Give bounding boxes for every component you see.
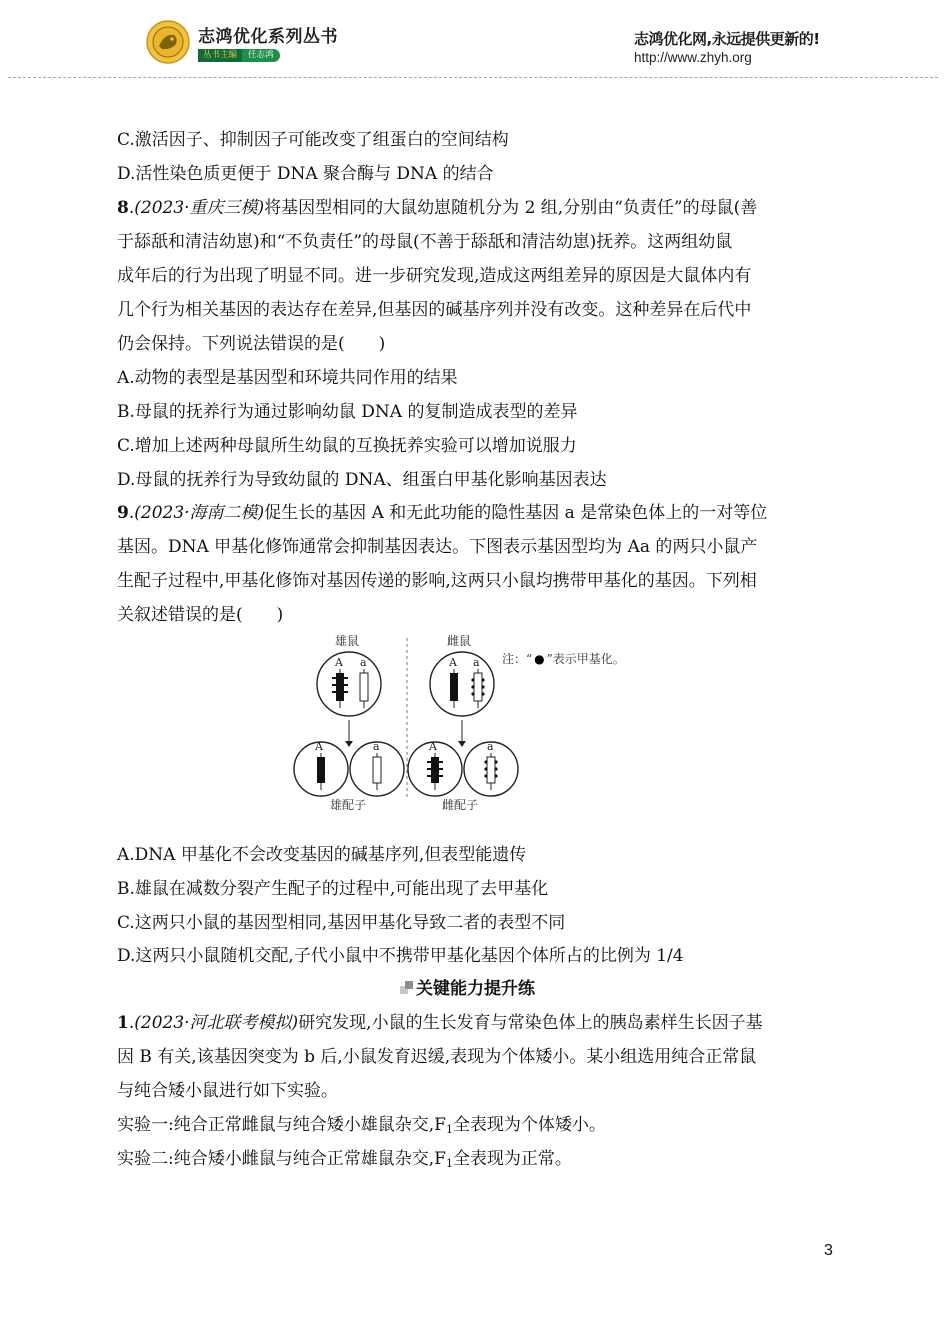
section-marker-icon <box>400 981 414 995</box>
chief-editor-badge <box>198 49 280 62</box>
svg-text:A: A <box>315 740 323 753</box>
svg-text:a: a <box>473 656 480 669</box>
male-mouse-label: 雄鼠 <box>335 634 360 648</box>
q9-option-b: B.雄鼠在减数分裂产生配子的过程中,可能出现了去甲基化 <box>117 879 549 899</box>
svg-text:A: A <box>429 740 437 753</box>
male-gametes-label: 雄配子 <box>330 798 367 812</box>
q8-stem-line: 于舔舐和清洁幼崽)和“不负责任”的母鼠(不善于舔舐和清洁幼崽)抚养。这两组幼鼠 <box>117 232 733 252</box>
female-mouse-label: 雌鼠 <box>447 634 472 648</box>
male-gamete-a <box>350 740 404 796</box>
publisher-slogan: 志鸿优化网,永远提供更新的! <box>634 30 820 48</box>
p1-stem-line: 因 B 有关,该基因突变为 b 后,小鼠发育迟缓,表现为个体矮小。某小组选用纯合正常鼠 <box>117 1047 757 1067</box>
publisher-seal-icon <box>146 20 190 64</box>
q9-option-c: C.这两只小鼠的基因型相同,基因甲基化导致二者的表型不同 <box>117 913 566 933</box>
male-parent-cell <box>317 652 381 716</box>
p1-stem-text: 研究发现,小鼠的生长发育与常染色体上的胰岛素样生长因子基 <box>298 1013 763 1033</box>
q9-source: .(2023·海南二模) <box>128 503 265 523</box>
q8-option-a: A.动物的表型是基因型和环境共同作用的结果 <box>117 368 458 388</box>
q9-number: 9 <box>117 503 129 523</box>
q9-stem-line: 生配子过程中,甲基化修饰对基因传递的影响,这两只小鼠均携带甲基化的基因。下列相 <box>117 571 757 591</box>
svg-text:a: a <box>487 740 494 753</box>
q9-stem-line <box>117 502 767 524</box>
q8-stem-line: 几个行为相关基因的表达存在差异,但基因的碱基序列并没有改变。这种差异在后代中 <box>117 300 752 320</box>
p1-experiment-2: 实验二:纯合矮小雌鼠与纯合正常雄鼠杂交$,F_1$全表现为正常。 <box>117 1149 572 1170</box>
svg-text:A: A <box>449 656 457 669</box>
q9-option-d: D.这两只小鼠随机交配,子代小鼠中不携带甲基化基因个体所占的比例为 1/4 <box>117 946 684 966</box>
q8-stem-line <box>117 197 757 219</box>
p1-source: .(2023·河北联考模拟) <box>128 1013 299 1033</box>
svg-text:A: A <box>335 656 343 669</box>
p1-stem-line <box>117 1012 763 1034</box>
page-header <box>0 0 950 82</box>
q8-option-c: C.增加上述两种母鼠所生幼鼠的互换抚养实验可以增加说服力 <box>117 436 577 456</box>
editor-name: 任志鸿 <box>242 49 280 62</box>
q9-stem-line: 基因。DNA 甲基化修饰通常会抑制基因表达。下图表示基因型均为 Aa 的两只小鼠产 <box>117 537 758 557</box>
female-gamete-A <box>408 740 462 796</box>
series-title: 志鸿优化系列丛书 <box>198 27 338 47</box>
svg-text:a: a <box>373 740 380 753</box>
section-heading <box>400 974 535 999</box>
p1-experiment-1: 实验一:纯合正常雌鼠与纯合矮小雄鼠杂交$,F_1$全表现为个体矮小。 <box>117 1115 606 1136</box>
section-title: 关键能力提升练 <box>416 979 535 999</box>
q8-source: .(2023·重庆三模) <box>128 198 265 218</box>
female-parent-cell <box>430 652 494 716</box>
q7-option-c: C.激活因子、抑制因子可能改变了组蛋白的空间结构 <box>117 130 509 150</box>
p1-number: 1 <box>117 1013 129 1033</box>
q8-stem-text: 将基因型相同的大鼠幼崽随机分为 2 组,分别由“负责任”的母鼠(善 <box>264 198 758 218</box>
page-number: 3 <box>824 1242 833 1259</box>
header-divider <box>8 77 938 78</box>
methylation-note: 注：“ ● ”表示甲基化。 <box>502 652 625 666</box>
publisher-url[interactable]: http://www.zhyh.org <box>634 50 752 65</box>
q8-option-b: B.母鼠的抚养行为通过影响幼鼠 DNA 的复制造成表型的差异 <box>117 402 578 422</box>
p1-stem-line: 与纯合矮小鼠进行如下实验。 <box>117 1081 338 1101</box>
q8-stem-line: 成年后的行为出现了明显不同。进一步研究发现,造成这两组差异的原因是大鼠体内有 <box>117 266 752 286</box>
q9-option-a: A.DNA 甲基化不会改变基因的碱基序列,但表型能遗传 <box>117 845 527 865</box>
female-gametes-label: 雌配子 <box>442 798 479 812</box>
male-gamete-A <box>294 740 348 796</box>
q8-number: 8 <box>117 198 129 218</box>
methylation-gamete-diagram <box>290 628 680 818</box>
q7-option-d: D.活性染色质更便于 DNA 聚合酶与 DNA 的结合 <box>117 164 494 184</box>
q8-option-d: D.母鼠的抚养行为导致幼鼠的 DNA、组蛋白甲基化影响基因表达 <box>117 470 607 490</box>
female-gamete-a <box>464 740 518 796</box>
svg-text:a: a <box>360 656 367 669</box>
editor-label: 丛书主编 <box>198 49 242 62</box>
q8-stem-line: 仍会保持。下列说法错误的是( ) <box>117 334 386 354</box>
q9-stem-text: 促生长的基因 A 和无此功能的隐性基因 a 是常染色体上的一对等位 <box>264 503 768 523</box>
q9-stem-line: 关叙述错误的是( ) <box>117 605 284 625</box>
